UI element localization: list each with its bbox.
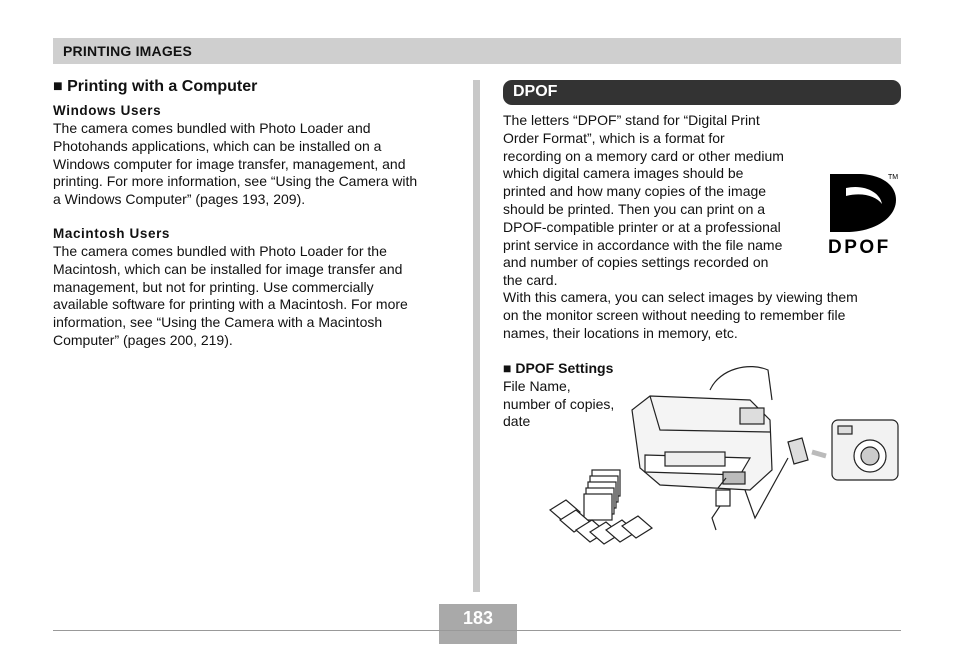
printer-camera-illustration (540, 360, 902, 550)
mac-heading: Macintosh Users (53, 225, 171, 241)
footer-rule (53, 630, 901, 631)
left-column (53, 78, 453, 350)
arrow-icon (812, 452, 826, 456)
column-divider (473, 80, 480, 592)
header-bar (53, 38, 901, 64)
dpof-logo (824, 170, 902, 260)
logo-tm: TM (888, 174, 899, 181)
settings-title: ■ DPOF Settings (503, 360, 614, 376)
logo-text: DPOF (828, 237, 891, 258)
page-number-box (439, 604, 517, 644)
dpof-banner (503, 80, 901, 105)
sd-card-icon (788, 438, 808, 464)
page-number: 183 (462, 608, 494, 628)
windows-text: The camera comes bundled with Photo Loader and Photohands applications, which can be installed on a Windows computer for image transfer, management, and printing. For more information, see “Using the Camera with a Windows Computer” (pages 193, 209). (53, 120, 418, 208)
photo-stack-icon (584, 470, 620, 520)
dpof-banner-title: DPOF (513, 83, 558, 100)
dpof-settings: ■ DPOF Settings File Name, number of copies, date (503, 360, 615, 430)
section-title: ■ Printing with a Computer (53, 78, 258, 95)
dpof-camera-note: With this camera, you can select images by viewing them on the monitor screen without needing to remember file names, their locations in memory, etc. (503, 289, 858, 341)
mac-text: The camera comes bundled with Photo Loader for the Macintosh, which can be installed for image transfer and management, but not for printing. Use commercially available software for printing with a Macintosh. For more information, see “Using the Camera with a Macintosh Computer” (pages 200, 219). (53, 242, 408, 348)
windows-heading: Windows Users (53, 103, 162, 118)
camera-icon (832, 420, 898, 480)
header-title: PRINTING IMAGES (63, 43, 193, 59)
dpof-description: The letters “DPOF” stand for “Digital Print Order Format”, which is a format for recording on a memory card or other medium which digital camera images should be printed and how many copies of the image should be printed. Then you can print on a DPOF-compatible printer or at a professional print service in accordance with the file name and number of copies settings recorded on the card. (503, 112, 784, 289)
printer-icon (632, 367, 772, 490)
